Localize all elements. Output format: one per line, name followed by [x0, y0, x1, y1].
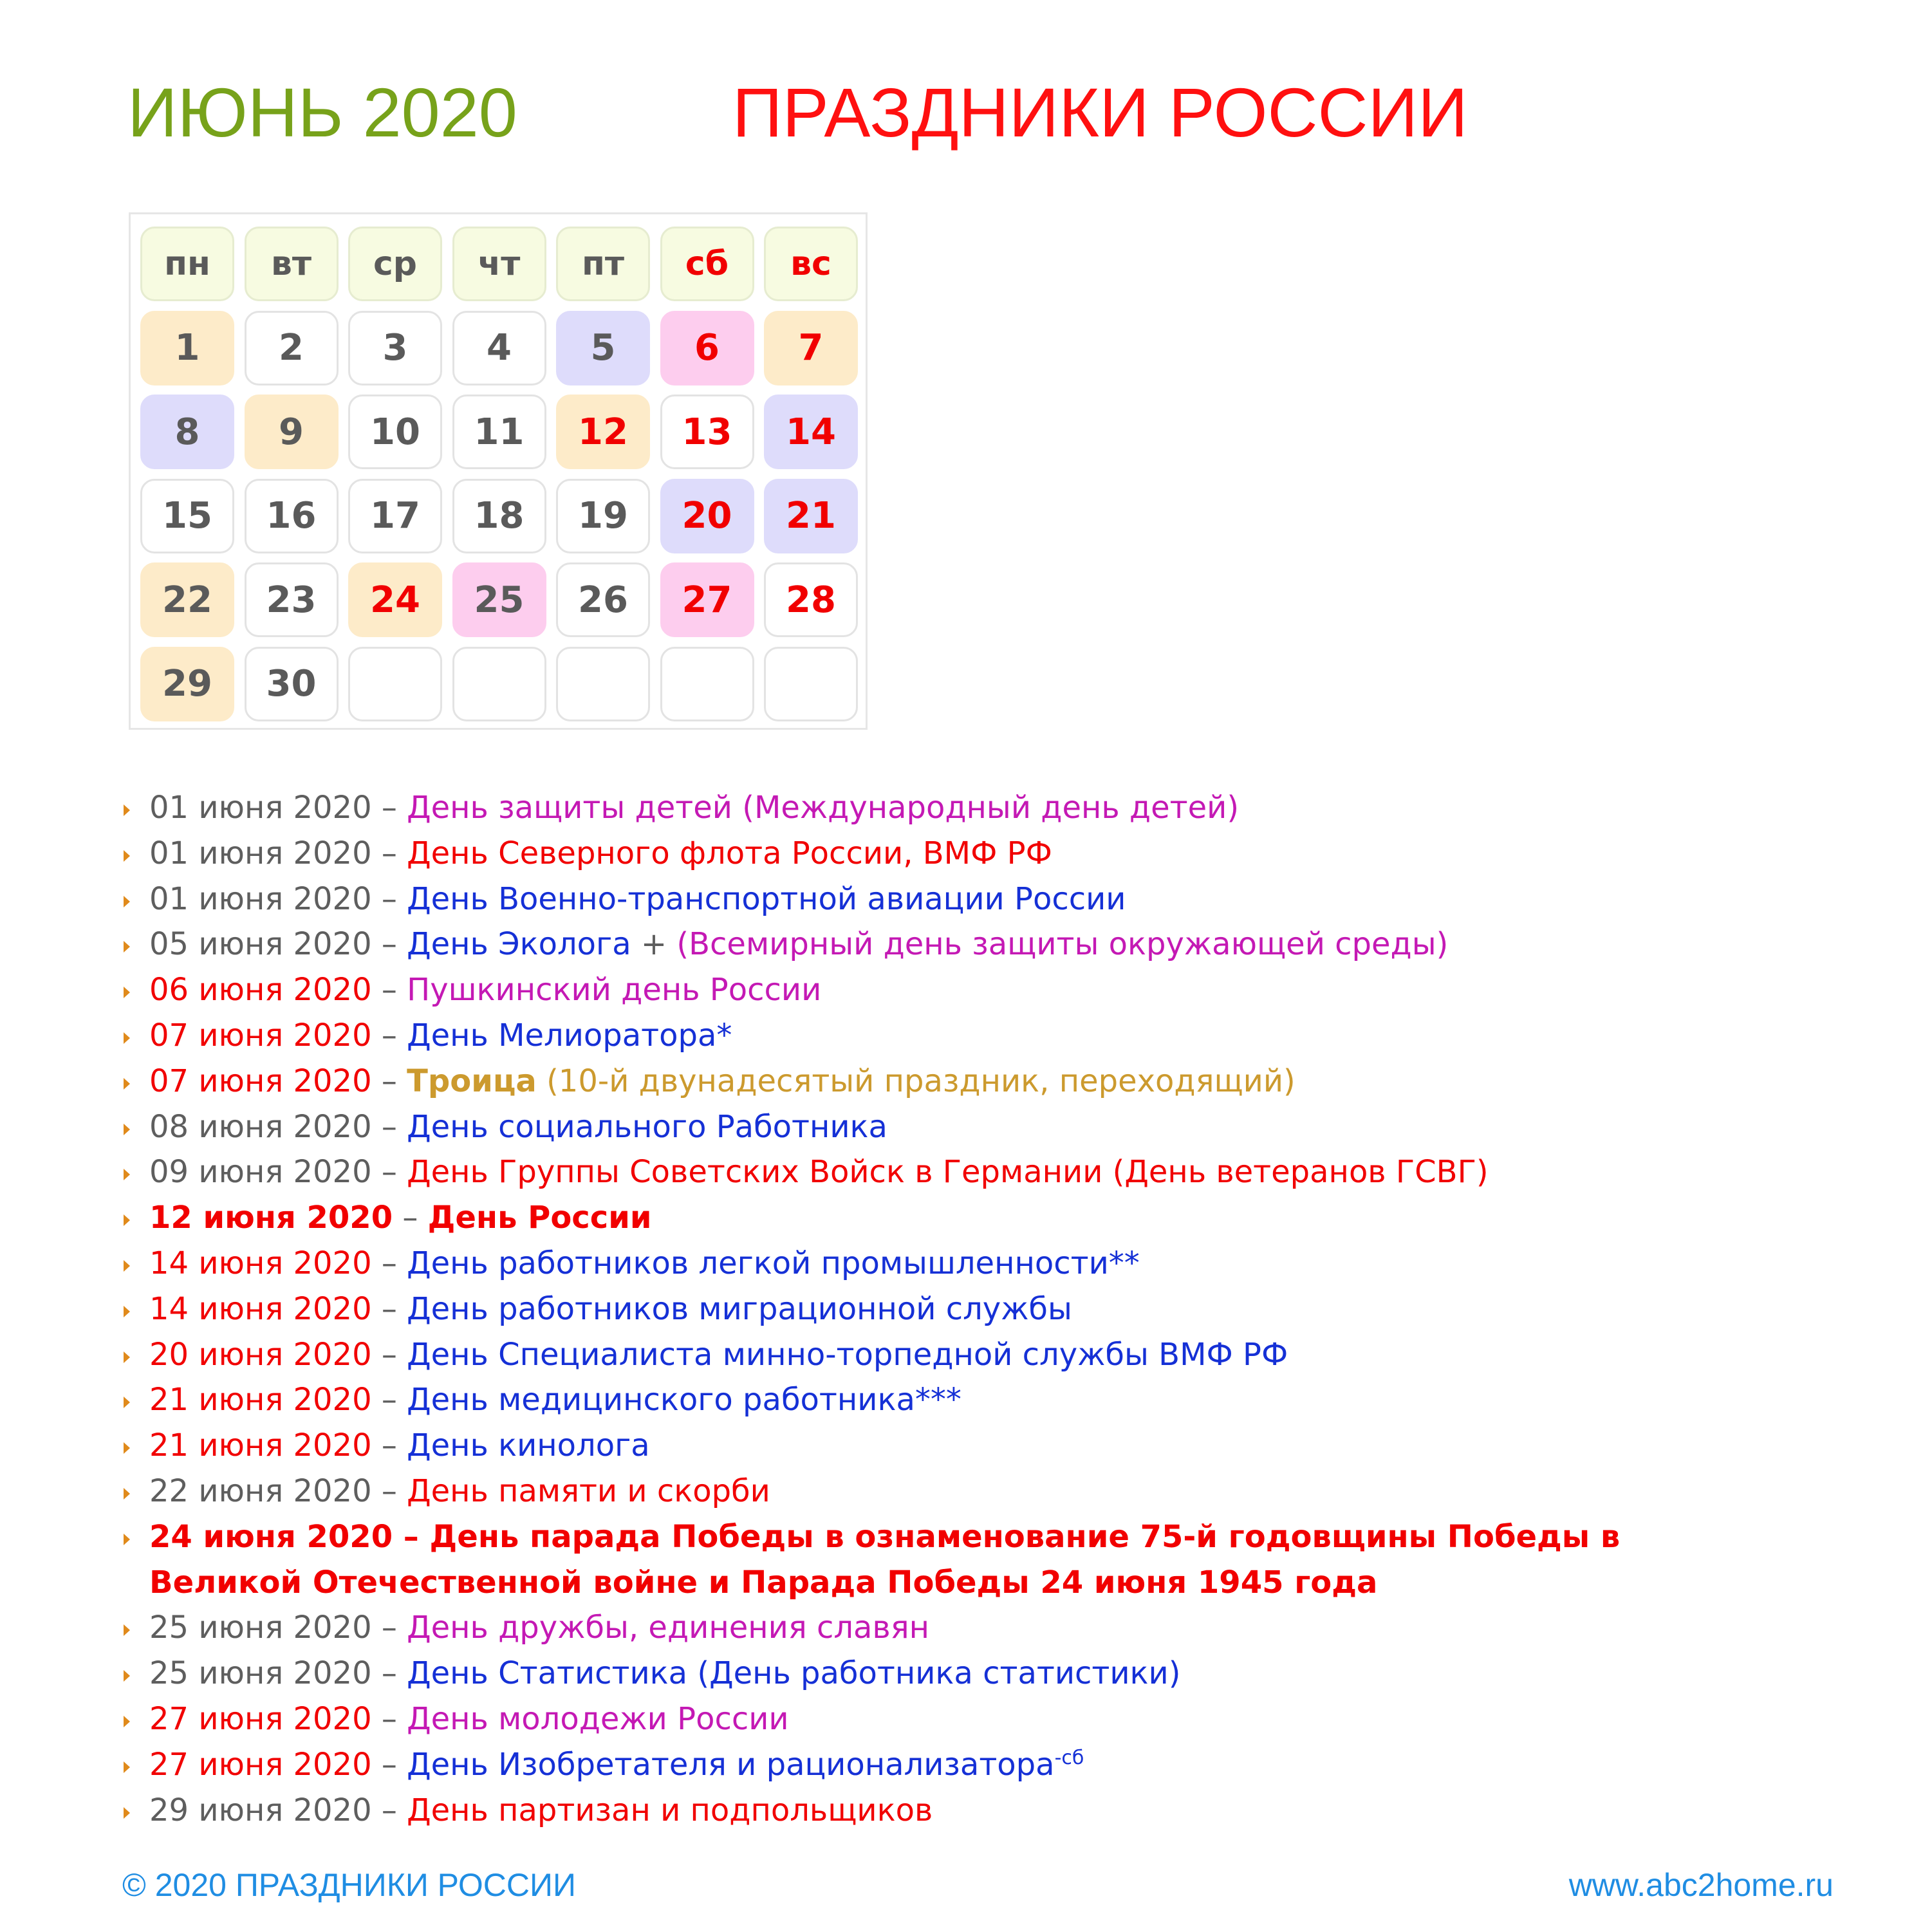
separator: – — [371, 835, 407, 871]
calendar-empty-cell — [660, 647, 754, 721]
separator: – — [371, 1017, 407, 1054]
weekday-header: чт — [452, 227, 546, 301]
holiday-item — [149, 1742, 1084, 1787]
calendar-day: 11 — [452, 395, 546, 469]
calendar-day: 3 — [348, 311, 442, 385]
calendar-day: 23 — [245, 562, 339, 637]
separator: – — [371, 1746, 407, 1783]
holiday-date: 25 июня 2020 — [149, 1610, 372, 1646]
holiday-item — [149, 1104, 887, 1149]
calendar-day: 7 — [764, 311, 858, 385]
holiday-date: 24 июня 2020 — [149, 1518, 393, 1555]
footer-site-link[interactable]: www.abc2home.ru — [1568, 1867, 1834, 1903]
bullet-arrow-icon — [124, 850, 130, 862]
holiday-item — [149, 785, 1239, 830]
bullet-arrow-icon — [124, 1488, 130, 1500]
holiday-date: 01 июня 2020 — [149, 790, 372, 826]
separator: – — [371, 1290, 407, 1327]
holiday-date: 07 июня 2020 — [149, 1017, 372, 1054]
holiday-item — [149, 1195, 651, 1240]
bullet-arrow-icon — [124, 1624, 130, 1636]
holiday-date: 01 июня 2020 — [149, 835, 372, 871]
holiday-item — [149, 1696, 789, 1742]
bullet-arrow-icon — [124, 1442, 130, 1454]
calendar-day: 16 — [245, 479, 339, 553]
separator: – — [371, 880, 407, 917]
calendar-day: 2 — [245, 311, 339, 385]
calendar-day: 28 — [764, 562, 858, 637]
holiday-name: День Мелиоратора* — [407, 1017, 732, 1054]
holiday-name: Троица — [407, 1063, 537, 1099]
weekday-header: вт — [245, 227, 339, 301]
holiday-date: 01 июня 2020 — [149, 880, 372, 917]
separator: – — [371, 790, 407, 826]
holiday-name: (10-й двунадесятый праздник, переходящий) — [536, 1063, 1296, 1099]
calendar-empty-cell — [452, 647, 546, 721]
weekday-header: пн — [140, 227, 234, 301]
holiday-date: 06 июня 2020 — [149, 972, 372, 1008]
holiday-date: 22 июня 2020 — [149, 1473, 372, 1509]
holiday-item — [149, 831, 1052, 876]
separator: – — [371, 1154, 407, 1191]
bullet-arrow-icon — [124, 1761, 130, 1773]
holiday-item — [149, 1286, 1072, 1332]
bullet-arrow-icon — [124, 1306, 130, 1317]
holiday-item — [149, 1059, 1296, 1104]
calendar-day: 19 — [556, 479, 650, 553]
calendar-empty-cell — [556, 647, 650, 721]
calendar-day: 21 — [764, 479, 858, 553]
separator: – — [371, 1655, 407, 1692]
holiday-date: 08 июня 2020 — [149, 1108, 372, 1145]
bullet-arrow-icon — [124, 1124, 130, 1135]
calendar-day: 12 — [556, 395, 650, 469]
calendar-empty-cell — [764, 647, 858, 721]
holiday-name: + — [631, 926, 677, 963]
holiday-item — [149, 1469, 770, 1514]
calendar-day: 27 — [660, 562, 754, 637]
bullet-arrow-icon — [124, 1397, 130, 1408]
holiday-item — [149, 1013, 732, 1058]
holiday-date: 21 июня 2020 — [149, 1382, 372, 1418]
bullet-arrow-icon — [124, 941, 130, 952]
holiday-name: День дружбы, единения славян — [407, 1610, 929, 1646]
holiday-date: 12 июня 2020 — [149, 1200, 393, 1236]
holiday-item — [149, 1423, 650, 1468]
bullet-arrow-icon — [124, 1716, 130, 1727]
calendar-day: 17 — [348, 479, 442, 553]
separator: – — [371, 1792, 407, 1828]
holiday-item — [149, 1332, 1288, 1377]
holiday-name: День Северного флота России, ВМФ РФ — [407, 835, 1052, 871]
separator: – — [371, 1245, 407, 1281]
holiday-item — [149, 967, 821, 1012]
holiday-name: День России — [427, 1200, 652, 1236]
weekday-header: вс — [764, 227, 858, 301]
holiday-name: День Статистика (День работника статистики) — [407, 1655, 1181, 1692]
footer-copyright: © 2020 ПРАЗДНИКИ РОССИИ — [122, 1867, 576, 1903]
bullet-arrow-icon — [124, 1214, 130, 1226]
holiday-date: 25 июня 2020 — [149, 1655, 372, 1692]
separator: – — [371, 1108, 407, 1145]
bullet-arrow-icon — [124, 1807, 130, 1819]
holiday-date: 14 июня 2020 — [149, 1290, 372, 1327]
calendar-day: 24 — [348, 562, 442, 637]
holiday-date: 14 июня 2020 — [149, 1245, 372, 1281]
month-title: ИЮНЬ 2020 — [127, 73, 517, 151]
holiday-name: День молодежи России — [407, 1701, 789, 1737]
calendar-day: 9 — [245, 395, 339, 469]
holiday-item-continuation: Великой Отечественной войне и Парада Победы 24 июня 1945 года — [149, 1564, 1378, 1601]
bullet-arrow-icon — [124, 1534, 130, 1545]
holiday-item — [149, 1605, 929, 1650]
calendar-day: 1 — [140, 311, 234, 385]
separator: – — [393, 1200, 428, 1236]
bullet-arrow-icon — [124, 1351, 130, 1363]
holiday-item — [149, 1149, 1489, 1194]
holiday-item — [149, 922, 1448, 967]
calendar-day: 15 — [140, 479, 234, 553]
calendar-day: 8 — [140, 395, 234, 469]
weekday-header: пт — [556, 227, 650, 301]
holiday-date: 07 июня 2020 — [149, 1063, 372, 1099]
separator: – — [371, 926, 407, 963]
separator: – — [371, 1427, 407, 1464]
bullet-arrow-icon — [124, 987, 130, 998]
separator: – — [371, 1382, 407, 1418]
holiday-name: День Изобретателя и рационализатора — [407, 1746, 1055, 1783]
separator: – — [393, 1518, 430, 1555]
calendar-day: 26 — [556, 562, 650, 637]
calendar-day: 13 — [660, 395, 754, 469]
holiday-date: 05 июня 2020 — [149, 926, 372, 963]
bullet-arrow-icon — [124, 1078, 130, 1090]
calendar-day: 29 — [140, 647, 234, 721]
calendar-day: 6 — [660, 311, 754, 385]
calendar-day: 25 — [452, 562, 546, 637]
holiday-item — [149, 1377, 961, 1422]
holiday-date: 27 июня 2020 — [149, 1701, 372, 1737]
bullet-arrow-icon — [124, 804, 130, 816]
weekday-header: ср — [348, 227, 442, 301]
holiday-name: День защиты детей (Международный день детей) — [407, 790, 1240, 826]
holiday-name: День Специалиста минно-торпедной службы ВМФ РФ — [407, 1336, 1288, 1373]
holiday-date: 27 июня 2020 — [149, 1746, 372, 1783]
calendar-day: 30 — [245, 647, 339, 721]
holiday-item — [149, 1241, 1140, 1286]
holiday-date: 09 июня 2020 — [149, 1154, 372, 1191]
holiday-date: 21 июня 2020 — [149, 1427, 372, 1464]
bullet-arrow-icon — [124, 1670, 130, 1682]
holiday-name: Пушкинский день России — [407, 972, 822, 1008]
separator: – — [371, 1473, 407, 1509]
holiday-item — [149, 877, 1126, 922]
separator: – — [371, 1336, 407, 1373]
weekday-header: сб — [660, 227, 754, 301]
calendar-day: 20 — [660, 479, 754, 553]
holiday-name: День социального Работника — [407, 1108, 887, 1145]
calendar-day: 10 — [348, 395, 442, 469]
holiday-name: День партизан и подпольщиков — [407, 1792, 933, 1828]
holiday-item — [149, 1514, 1620, 1559]
bullet-arrow-icon — [124, 896, 130, 907]
calendar-day: 18 — [452, 479, 546, 553]
holiday-name: (Всемирный день защиты окружающей среды) — [676, 926, 1449, 963]
calendar-day: 14 — [764, 395, 858, 469]
separator: – — [371, 1063, 407, 1099]
holiday-date: 20 июня 2020 — [149, 1336, 372, 1373]
holiday-name: День Эколога — [407, 926, 631, 963]
holiday-name: День работников легкой промышленности** — [407, 1245, 1140, 1281]
holiday-note: -сб — [1054, 1746, 1084, 1769]
calendar-empty-cell — [348, 647, 442, 721]
holiday-date: 29 июня 2020 — [149, 1792, 372, 1828]
bullet-arrow-icon — [124, 1169, 130, 1180]
calendar-day: 4 — [452, 311, 546, 385]
holiday-name: День медицинского работника*** — [407, 1382, 961, 1418]
separator: – — [371, 1701, 407, 1737]
calendar-day: 22 — [140, 562, 234, 637]
bullet-arrow-icon — [124, 1260, 130, 1272]
holiday-name: День памяти и скорби — [407, 1473, 770, 1509]
separator: – — [371, 1610, 407, 1646]
page-title: ПРАЗДНИКИ РОССИИ — [732, 73, 1468, 151]
separator: – — [371, 972, 407, 1008]
holiday-name: День парада Победы в ознаменование 75-й годовщины Победы в — [429, 1518, 1621, 1555]
bullet-arrow-icon — [124, 1032, 130, 1044]
calendar-day: 5 — [556, 311, 650, 385]
holiday-name: День кинолога — [407, 1427, 650, 1464]
holiday-item — [149, 1651, 1180, 1696]
calendar-grid — [129, 212, 868, 730]
holiday-name: День Военно-транспортной авиации России — [407, 880, 1126, 917]
holiday-name: День работников миграционной службы — [407, 1290, 1072, 1327]
holiday-item — [149, 1788, 933, 1833]
holiday-name: День Группы Советских Войск в Германии (День ветеранов ГСВГ) — [407, 1154, 1489, 1191]
